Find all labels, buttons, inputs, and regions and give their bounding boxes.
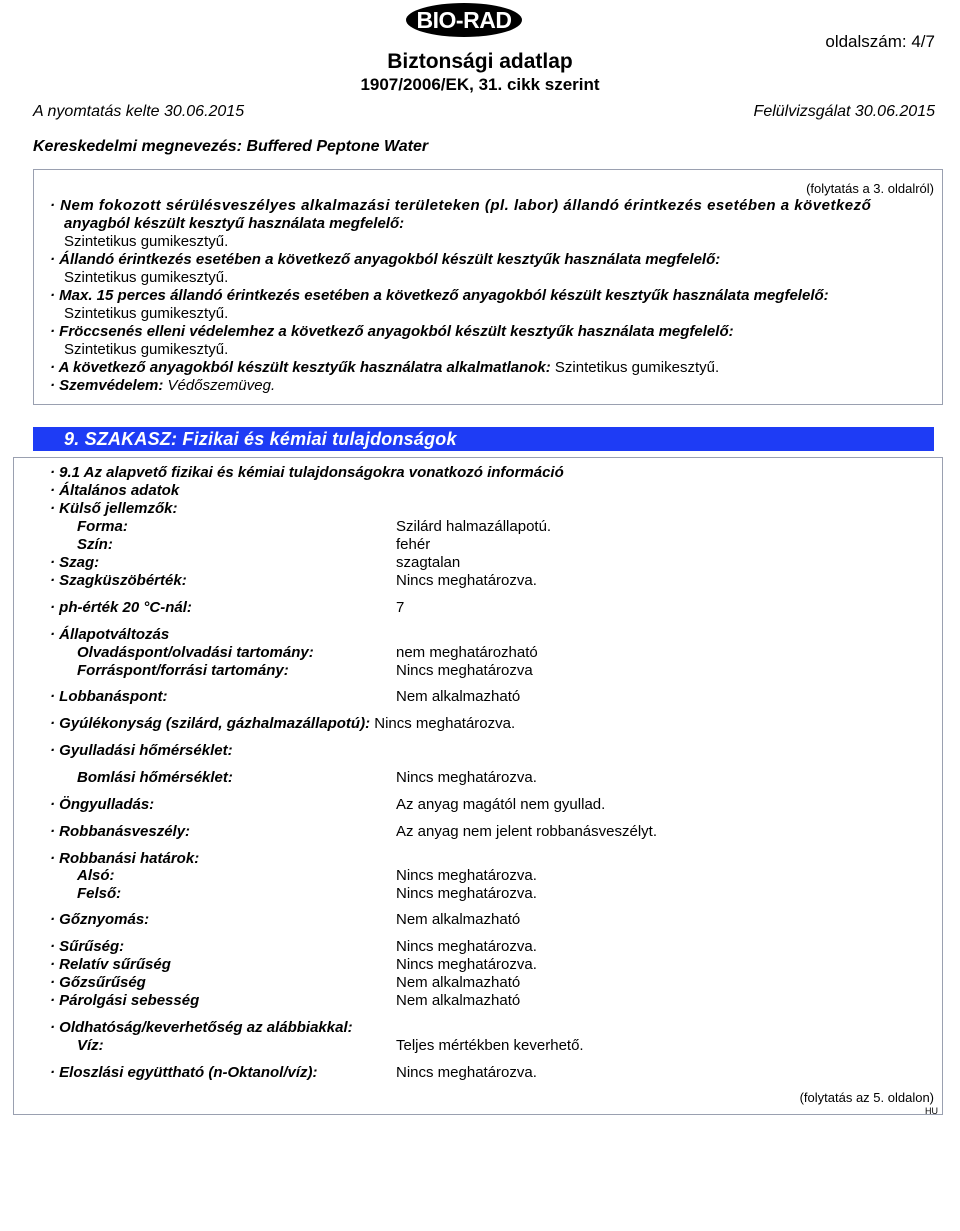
- density-value: Nincs meghatározva.: [396, 938, 537, 955]
- ph-label: · ph-érték 20 °C-nál:: [50, 599, 192, 616]
- explosive-label: · Robbanásveszély:: [50, 823, 191, 840]
- density-label: · Sűrűség:: [50, 938, 125, 955]
- trade-name: Kereskedelmi megnevezés: Buffered Peptone Water: [33, 138, 429, 155]
- evaporation-rate-value: Nem alkalmazható: [396, 992, 521, 1009]
- flash-point-label: · Lobbanáspont:: [50, 688, 168, 705]
- evaporation-rate-label: · Párolgási sebesség: [50, 992, 200, 1009]
- form-value: Szilárd halmazállapotú.: [396, 518, 552, 535]
- section-9-1-heading: · 9.1 Az alapvető fizikai és kémiai tulajdonságokra vonatkozó információ: [50, 464, 564, 481]
- form-label: Forma:: [77, 518, 128, 535]
- document-subtitle: 1907/2006/EK, 31. cikk szerint: [360, 75, 600, 94]
- color-label: Szín:: [77, 536, 113, 553]
- upper-limit-label: Felső:: [77, 885, 122, 902]
- state-change-heading: · Állapotváltozás: [50, 626, 170, 643]
- decomposition-value: Nincs meghatározva.: [396, 769, 537, 786]
- ignition-temp-heading: · Gyulladási hőmérséklet:: [50, 742, 233, 759]
- odor-threshold-label: · Szagküszöbérték:: [50, 572, 187, 589]
- document-title: Biztonsági adatlap: [387, 50, 573, 73]
- flammability: [50, 715, 515, 732]
- vapor-density-value: Nem alkalmazható: [396, 974, 521, 991]
- flammability-value: Nincs meghatározva.: [370, 715, 516, 732]
- partition-coefficient-label: · Eloszlási együttható (n-Oktanol/víz):: [50, 1064, 318, 1081]
- ph-value: 7: [396, 599, 405, 616]
- odor-value: szagtalan: [396, 554, 461, 571]
- melting-label: Olvadáspont/olvadási tartomány:: [77, 644, 314, 661]
- glove-line-2: anyagból készült kesztyű használata megfelelő:: [64, 215, 405, 232]
- solubility-heading: · Oldhatóság/keverhetőség az alábbiakkal:: [50, 1019, 353, 1036]
- eye-value: Védőszemüveg.: [163, 377, 276, 394]
- upper-limit-value: Nincs meghatározva.: [396, 885, 537, 902]
- language-code: HU: [925, 1106, 938, 1116]
- relative-density-value: Nincs meghatározva.: [396, 956, 537, 973]
- relative-density-label: · Relatív sűrűség: [50, 956, 171, 973]
- decomposition-label: Bomlási hőmérséklet:: [77, 769, 233, 786]
- vapor-pressure-value: Nem alkalmazható: [396, 911, 521, 928]
- continued-from: (folytatás a 3. oldalról): [806, 181, 934, 196]
- glove-line-8: · Fröccsenés elleni védelemhez a következő anyagokból készült kesztyűk használata megfelelő:: [50, 323, 734, 340]
- section-9-box: [13, 457, 943, 1115]
- flash-point-value: Nem alkalmazható: [396, 688, 521, 705]
- water-label: Víz:: [77, 1037, 104, 1054]
- self-ignition-value: Az anyag magától nem gyullad.: [396, 796, 606, 813]
- revision-date: Felülvizsgálat 30.06.2015: [753, 103, 935, 120]
- glove-line-3: Szintetikus gumikesztyű.: [64, 233, 229, 250]
- odor-threshold-value: Nincs meghatározva.: [396, 572, 537, 589]
- glove-line-9: Szintetikus gumikesztyű.: [64, 341, 229, 358]
- lower-limit-label: Alsó:: [77, 867, 115, 884]
- color-value: fehér: [396, 536, 431, 553]
- unsuitable-value: Szintetikus gumikesztyű.: [550, 359, 720, 376]
- odor-label: · Szag:: [50, 554, 100, 571]
- explosive-value: Az anyag nem jelent robbanásveszélyt.: [396, 823, 657, 840]
- continued-to: (folytatás az 5. oldalon): [799, 1090, 934, 1105]
- unsuitable-gloves: [50, 359, 719, 376]
- print-date: A nyomtatás kelte 30.06.2015: [33, 103, 245, 120]
- appearance-heading: · Külső jellemzők:: [50, 500, 178, 517]
- glove-line-4: · Állandó érintkezés esetében a következő anyagokból készült kesztyűk használata megfelelő:: [50, 251, 721, 268]
- explosion-limits-heading: · Robbanási határok:: [50, 850, 200, 867]
- general-data: · Általános adatok: [50, 482, 180, 499]
- glove-line-1: · Nem fokozott sérülésveszélyes alkalmazási területeken (pl. labor) állandó érintkezés esetében a következő: [50, 197, 872, 214]
- boiling-value: Nincs meghatározva: [396, 662, 533, 679]
- boiling-label: Forráspont/forrási tartomány:: [77, 662, 289, 679]
- logo-text: BIO-RAD: [416, 7, 512, 33]
- glove-line-7: Szintetikus gumikesztyű.: [64, 305, 229, 322]
- melting-value: nem meghatározható: [396, 644, 538, 661]
- glove-line-5: Szintetikus gumikesztyű.: [64, 269, 229, 286]
- eye-protection: [50, 377, 275, 394]
- page-number: oldalszám: 4/7: [825, 32, 935, 51]
- glove-line-6: · Max. 15 perces állandó érintkezés esetében a következő anyagokból készült kesztyűk használata megfelelő:: [50, 287, 829, 304]
- partition-coefficient-value: Nincs meghatározva.: [396, 1064, 537, 1081]
- self-ignition-label: · Öngyulladás:: [50, 796, 155, 813]
- eye-label: · Szemvédelem:: [50, 377, 164, 394]
- vapor-pressure-label: · Gőznyomás:: [50, 911, 150, 928]
- water-value: Teljes mértékben keverhető.: [396, 1037, 584, 1054]
- section-9-title: 9. SZAKASZ: Fizikai és kémiai tulajdonságok: [64, 429, 457, 449]
- vapor-density-label: · Gőzsűrűség: [50, 974, 146, 991]
- lower-limit-value: Nincs meghatározva.: [396, 867, 537, 884]
- unsuitable-label: · A következő anyagokból készült kesztyűk használatra alkalmatlanok:: [50, 359, 551, 376]
- flammability-label: · Gyúlékonyság (szilárd, gázhalmazállapotú):: [50, 715, 371, 732]
